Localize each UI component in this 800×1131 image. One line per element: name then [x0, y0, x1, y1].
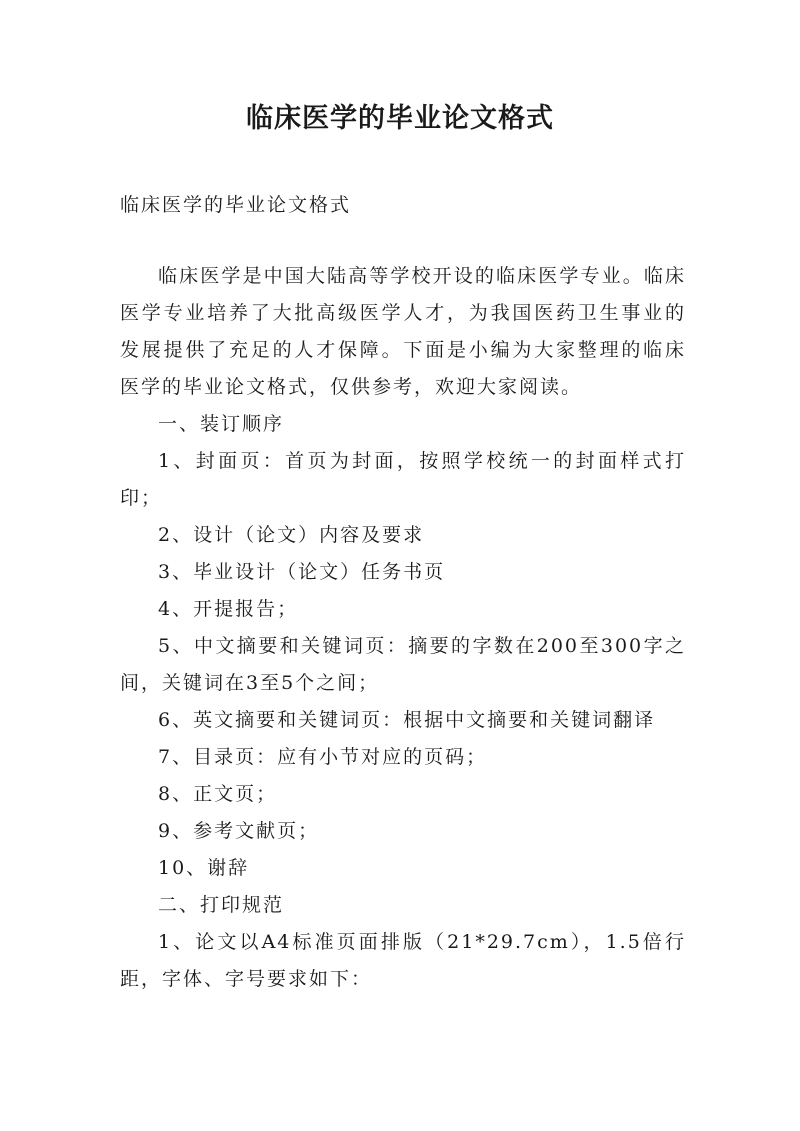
list-item: 5、中文摘要和关键词页：摘要的字数在200至300字之间，关键词在3至5个之间； [120, 635, 686, 694]
list-item: 8、正文页； [158, 783, 278, 805]
section-heading-binding-order: 一、装订顺序 [158, 413, 285, 435]
list-item: 7、目录页：应有小节对应的页码； [158, 746, 488, 768]
list-item: 6、英文摘要和关键词页：根据中文摘要和关键词翻译 [158, 709, 656, 731]
list-item: 1、论文以A4标准页面排版（21*29.7cm），1.5倍行距，字体、字号要求如下： [120, 931, 686, 990]
intro-paragraph: 临床医学是中国大陆高等学校开设的临床医学专业。临床医学专业培养了大批高级医学人才，为我国医药卫生事业的发展提供了充足的人才保障。下面是小编为大家整理的临床医学的毕业论文格式，仅供参考，欢迎大家阅读。 [120, 265, 686, 398]
list-item: 2、设计（论文）内容及要求 [158, 524, 425, 546]
list-item: 1、封面页：首页为封面，按照学校统一的封面样式打印； [120, 450, 686, 509]
section-heading-print-spec: 二、打印规范 [158, 894, 285, 916]
list-item: 3、毕业设计（论文）任务书页 [158, 561, 446, 583]
list-item: 10、谢辞 [158, 857, 250, 879]
document-body [120, 258, 686, 998]
document-title: 临床医学的毕业论文格式 [246, 103, 554, 134]
list-item: 4、开提报告； [158, 598, 299, 620]
list-item: 9、参考文献页； [158, 820, 320, 842]
document-subtitle: 临床医学的毕业论文格式 [120, 194, 352, 216]
